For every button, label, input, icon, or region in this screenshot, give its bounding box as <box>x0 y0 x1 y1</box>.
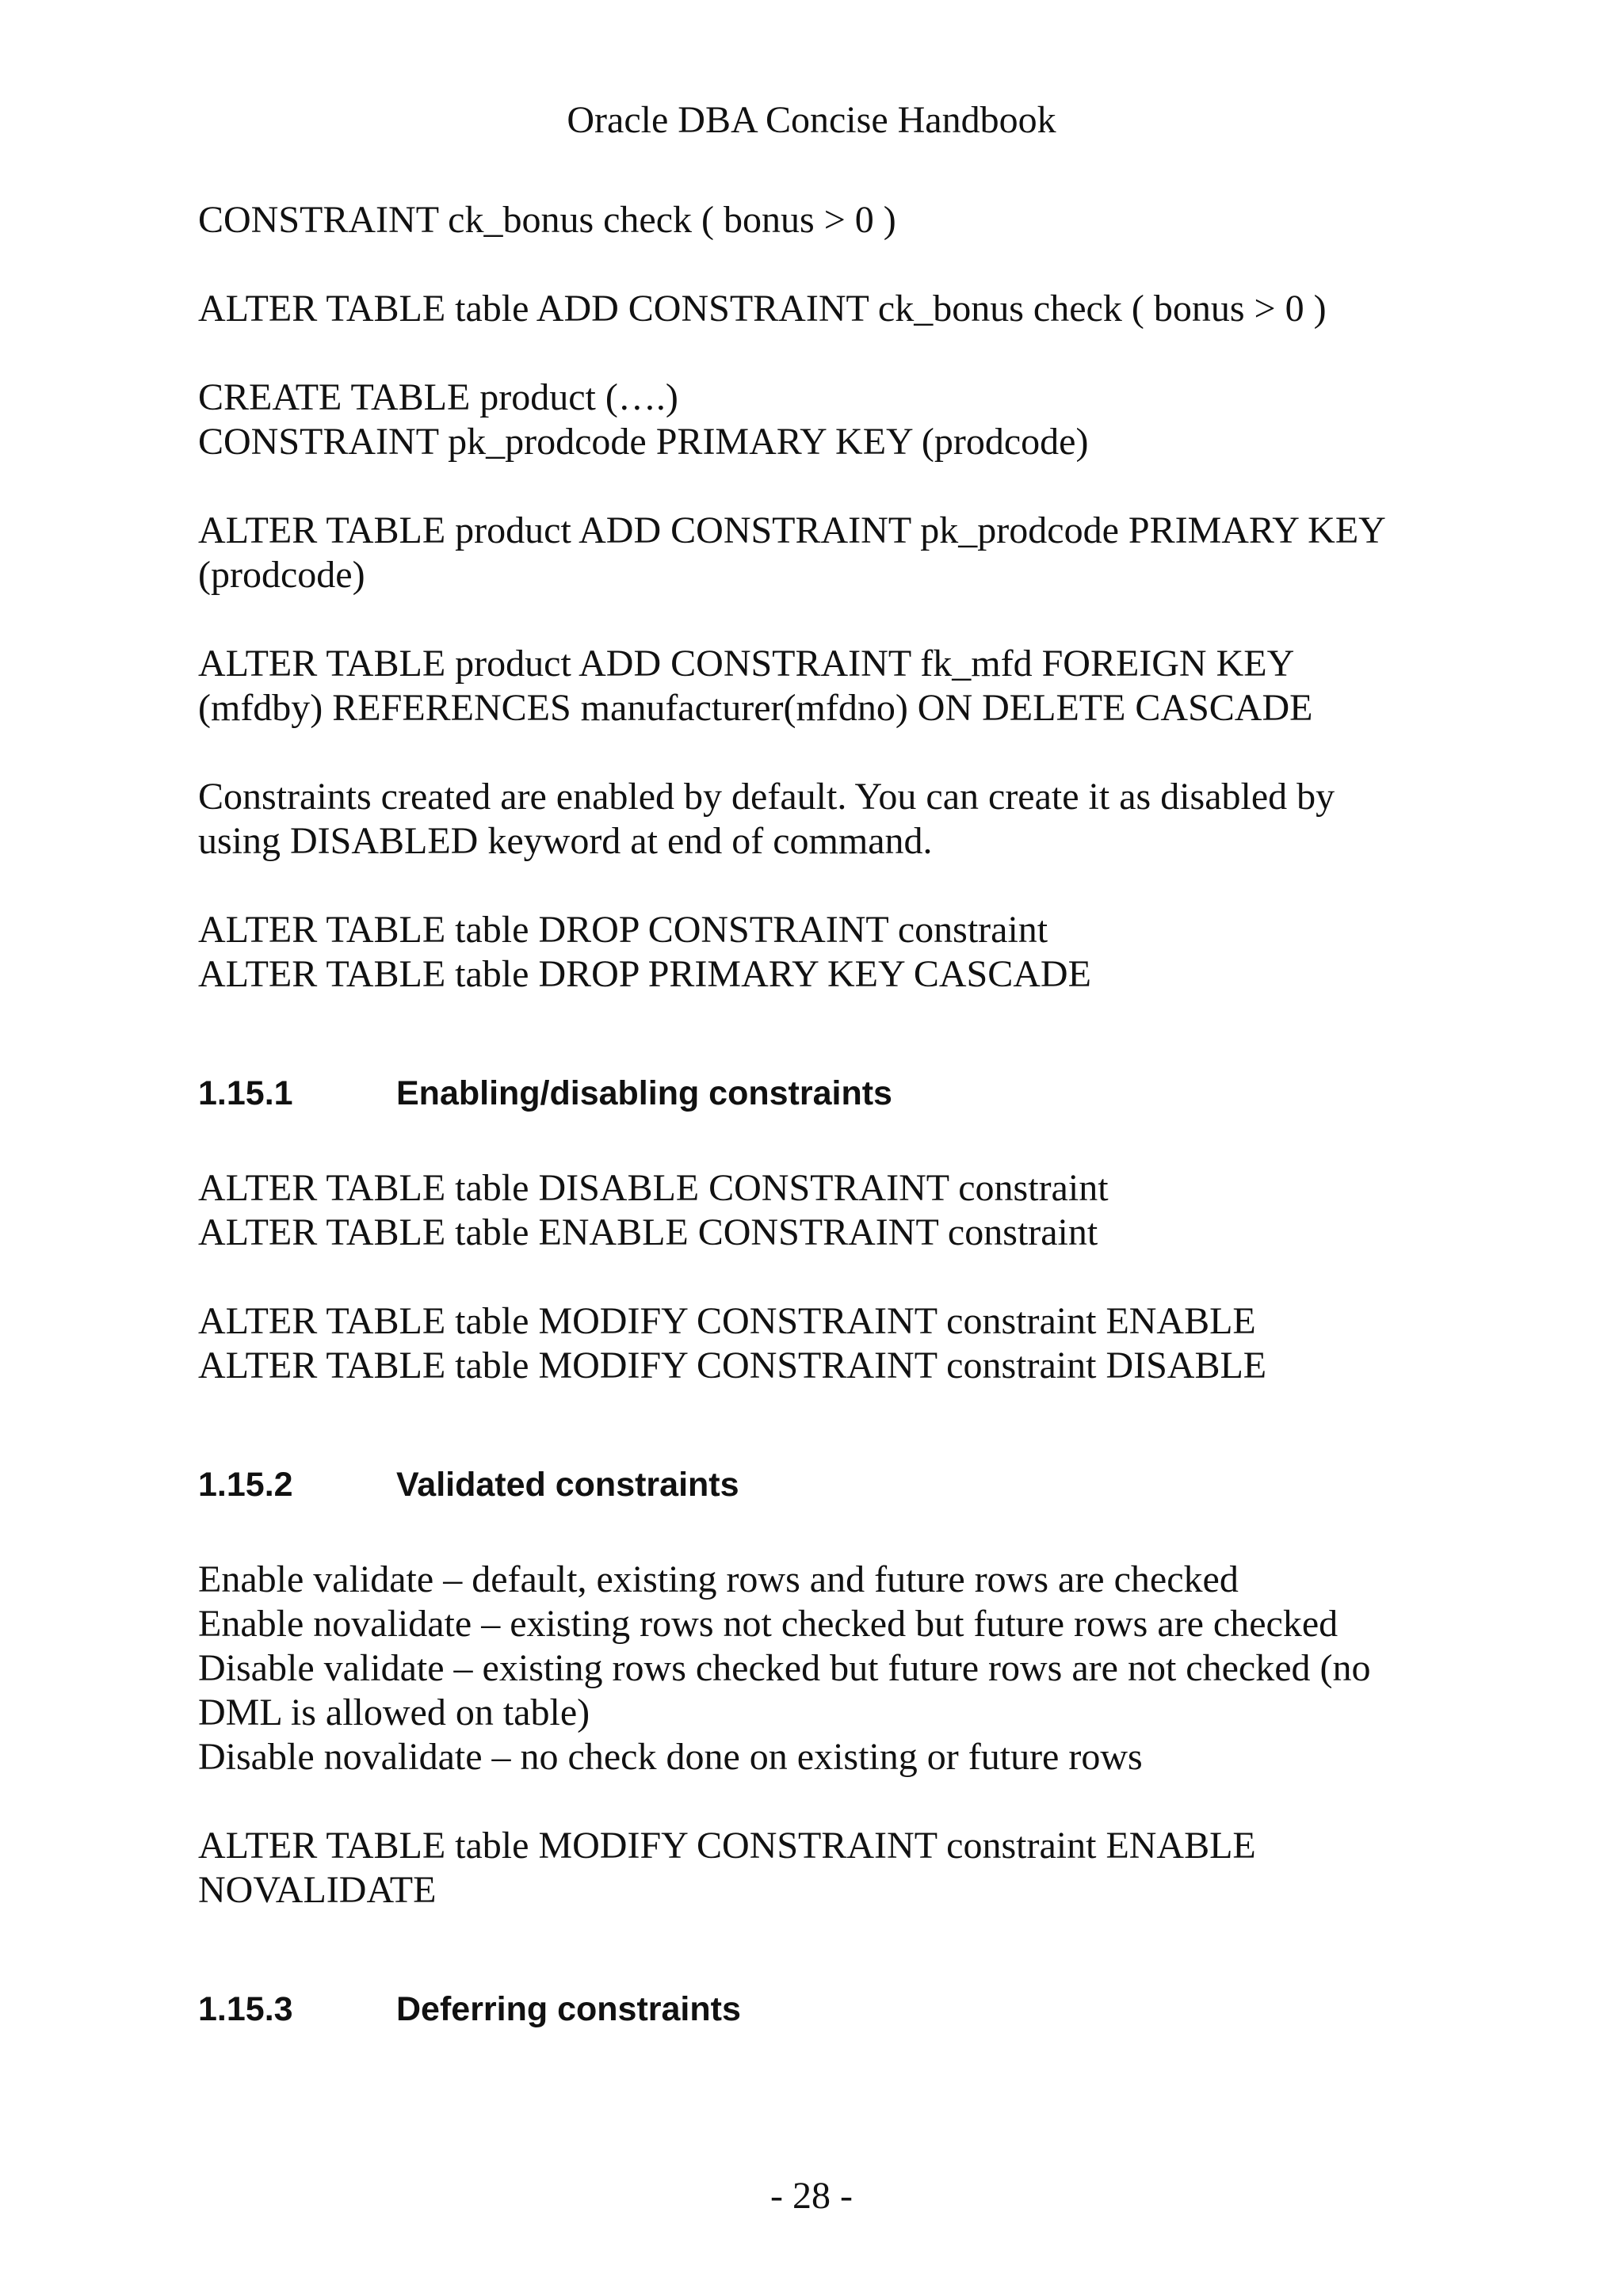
page-number: - 28 - <box>770 2175 853 2217</box>
code-line: ALTER TABLE table MODIFY CONSTRAINT constraint ENABLE <box>198 1300 1256 1342</box>
code-line: ALTER TABLE table ENABLE CONSTRAINT constraint <box>198 1211 1098 1253</box>
code-line: ALTER TABLE table DROP PRIMARY KEY CASCADE <box>198 953 1091 995</box>
section-number: 1.15.1 <box>198 1074 293 1112</box>
code-line: ALTER TABLE product ADD CONSTRAINT fk_mfd FOREIGN KEY <box>198 643 1295 685</box>
code-line: ALTER TABLE table DROP CONSTRAINT constraint <box>198 909 1048 951</box>
code-line: (mfdby) REFERENCES manufacturer(mfdno) ON DELETE CASCADE <box>198 687 1313 729</box>
body-text-line: Enable validate – default, existing rows and future rows are checked <box>198 1558 1239 1600</box>
code-line: CONSTRAINT ck_bonus check ( bonus > 0 ) <box>198 199 896 241</box>
body-text-line: Disable novalidate – no check done on existing or future rows <box>198 1736 1143 1778</box>
section-title: Validated constraints <box>396 1466 739 1504</box>
code-line: ALTER TABLE table DISABLE CONSTRAINT constraint <box>198 1167 1109 1209</box>
section-number: 1.15.3 <box>198 1990 293 2028</box>
section-heading <box>198 1073 892 1114</box>
section-title: Deferring constraints <box>396 1990 741 2028</box>
code-line: ALTER TABLE product ADD CONSTRAINT pk_prodcode PRIMARY KEY <box>198 509 1386 551</box>
page-header: Oracle DBA Concise Handbook <box>567 99 1056 141</box>
code-line: ALTER TABLE table ADD CONSTRAINT ck_bonus check ( bonus > 0 ) <box>198 288 1327 330</box>
code-line: CONSTRAINT pk_prodcode PRIMARY KEY (prodcode) <box>198 421 1089 463</box>
section-number: 1.15.2 <box>198 1466 293 1504</box>
body-text-line: using DISABLED keyword at end of command. <box>198 820 933 862</box>
section-heading <box>198 1989 741 2030</box>
code-line: ALTER TABLE table MODIFY CONSTRAINT constraint DISABLE <box>198 1344 1267 1386</box>
section-heading <box>198 1464 739 1505</box>
body-text-line: Constraints created are enabled by default. You can create it as disabled by <box>198 776 1335 818</box>
body-text-line: DML is allowed on table) <box>198 1691 590 1733</box>
body-text-line: Enable novalidate – existing rows not checked but future rows are checked <box>198 1603 1338 1645</box>
section-title: Enabling/disabling constraints <box>396 1074 892 1112</box>
code-line: ALTER TABLE table MODIFY CONSTRAINT constraint ENABLE <box>198 1825 1256 1867</box>
code-line: (prodcode) <box>198 554 365 596</box>
code-line: NOVALIDATE <box>198 1869 437 1911</box>
code-line: CREATE TABLE product (….) <box>198 376 678 418</box>
body-text-line: Disable validate – existing rows checked but future rows are not checked (no <box>198 1647 1371 1689</box>
